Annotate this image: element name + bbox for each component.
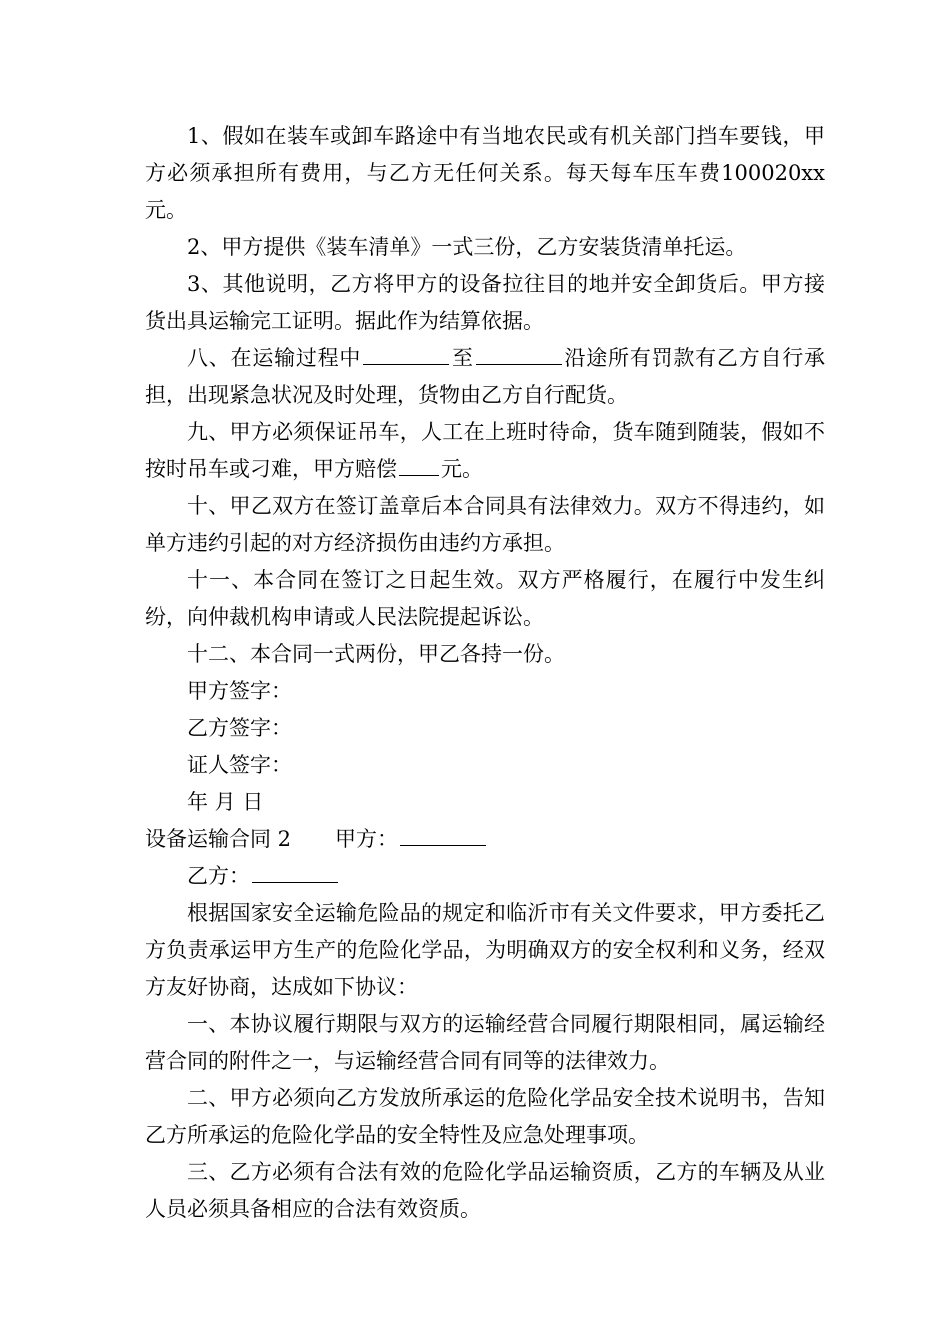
contract-2-party-b-label: 乙方： xyxy=(187,864,250,888)
clause-8 xyxy=(145,340,825,414)
blank-field xyxy=(400,823,486,846)
signature-date: 年 月 日 xyxy=(187,790,264,814)
clause-9-part-b: 元。 xyxy=(441,457,483,481)
party-b-signature-label: 乙方签字： xyxy=(187,716,292,740)
contract-2-title: 设备运输合同 2 xyxy=(145,827,292,851)
clause-9 xyxy=(145,414,825,488)
clause-9-part-a: 九、甲方必须保证吊车，人工在上班时待命，货车随到随装，假如不按时吊车或刁难，甲方赔偿 xyxy=(145,420,825,481)
clause-3: 3、其他说明，乙方将甲方的设备拉往目的地并安全卸货后。甲方接货出具运输完工证明。据此作为结算依据。 xyxy=(145,272,825,333)
contract-2-clause-1: 一、本协议履行期限与双方的运输经营合同履行期限相同，属运输经营合同的附件之一，与运输经营合同有同等的法律效力。 xyxy=(145,1012,825,1073)
blank-field xyxy=(252,860,338,883)
contract-2-clause-3: 三、乙方必须有合法有效的危险化学品运输资质，乙方的车辆及从业人员必须具备相应的合法有效资质。 xyxy=(145,1160,825,1221)
blank-field xyxy=(363,342,449,365)
clause-8-part-b: 至 xyxy=(451,346,474,370)
contract-2-party-b-line xyxy=(145,858,825,895)
witness-signature-label: 证人签字： xyxy=(187,753,292,777)
contract-2-heading-line xyxy=(145,821,825,858)
contract-2-intro: 根据国家安全运输危险品的规定和临沂市有关文件要求，甲方委托乙方负责承运甲方生产的危险化学品，为明确双方的安全权利和义务，经双方友好协商，达成如下协议： xyxy=(145,901,825,999)
clause-2: 2、甲方提供《装车清单》一式三份，乙方安装货清单托运。 xyxy=(187,235,747,259)
document-page xyxy=(145,118,825,1228)
contract-2-party-a-label: 甲方： xyxy=(335,827,399,851)
party-a-signature-label: 甲方签字： xyxy=(187,679,292,703)
clause-8-part-c: 沿途所有罚款有乙方自行承担，出现紧急状况及时处理，货物由乙方自行配货。 xyxy=(145,346,826,407)
clause-10: 十、甲乙双方在签订盖章后本合同具有法律效力。双方不得违约，如单方违约引起的对方经济损伤由违约方承担。 xyxy=(145,494,825,555)
blank-field xyxy=(399,453,439,476)
clause-12: 十二、本合同一式两份，甲乙各持一份。 xyxy=(187,642,565,666)
blank-field xyxy=(476,342,562,365)
contract-2-clause-2: 二、甲方必须向乙方发放所承运的危险化学品安全技术说明书，告知乙方所承运的危险化学品的安全特性及应急处理事项。 xyxy=(145,1086,825,1147)
clause-11: 十一、本合同在签订之日起生效。双方严格履行，在履行中发生纠纷，向仲裁机构申请或人民法院提起诉讼。 xyxy=(145,568,825,629)
clause-1: 1、假如在装车或卸车路途中有当地农民或有机关部门挡车要钱，甲方必须承担所有费用，与乙方无任何关系。每天每车压车费100020xx元。 xyxy=(145,124,825,222)
clause-8-part-a: 八、在运输过程中 xyxy=(187,346,362,370)
